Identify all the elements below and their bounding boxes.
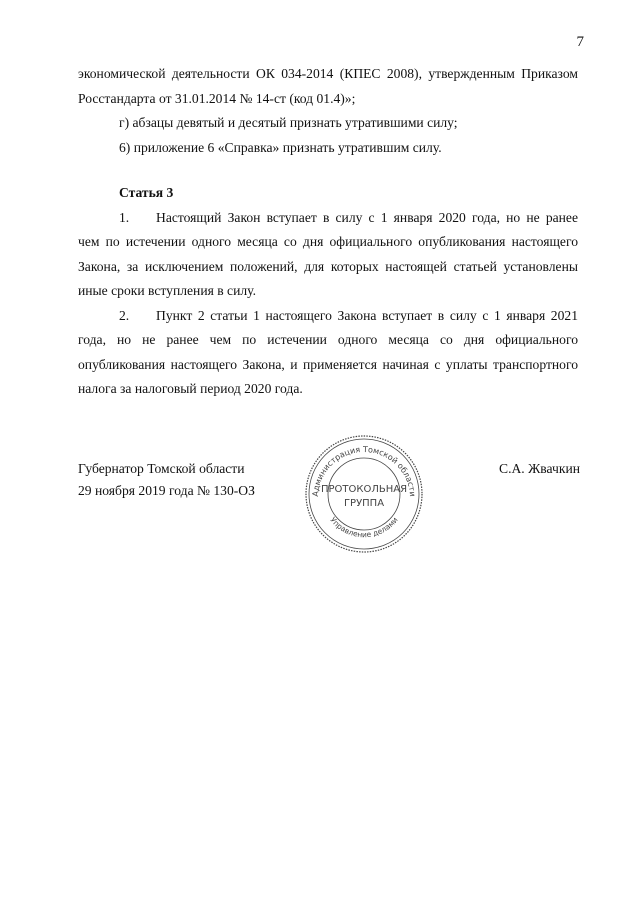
seal-center-line-2: ГРУППА	[343, 498, 385, 509]
governor-title: Губернатор Томской области	[78, 461, 245, 476]
seal-center-line-1: ПРОТОКОЛЬНАЯ	[320, 484, 408, 495]
intro-item-g: г) абзацы девятый и десятый признать утратившими силу;	[119, 115, 458, 130]
paragraph-1-line-1	[78, 206, 578, 231]
signature-right	[499, 458, 580, 480]
signature-left	[78, 458, 255, 502]
article-heading: Статья 3	[119, 185, 174, 200]
page-number: 7	[576, 34, 584, 50]
paragraph-1-line-3: Закона, за исключением положений, для которых настоящей статьей установлены	[78, 258, 578, 274]
intro-block	[78, 62, 578, 160]
law-date-number: 29 ноября 2019 года № 130-ОЗ	[78, 483, 255, 498]
intro-line-1: экономической деятельности ОК 034-2014 (КПЕС 2008), утвержденным Приказом	[78, 66, 578, 81]
paragraph-2-line-3: опубликования настоящего Закона, и применяется начиная с уплаты транспортного	[78, 356, 578, 372]
paragraph-2-line-4: налога за налоговый период 2020 года.	[78, 381, 303, 396]
paragraph-2-line-1	[78, 304, 578, 329]
paragraph-2-line-2: года, но не ранее чем по истечении одного месяца со дня официального	[78, 332, 578, 347]
paragraph-2-number: 2.	[119, 307, 130, 323]
paragraph-2-line-1-text: Пункт 2 статьи 1 настоящего Закона вступает в силу с 1 января 2021	[156, 307, 578, 323]
seal-graphic	[302, 432, 426, 556]
governor-name: С.А. Жвачкин	[499, 461, 580, 476]
paragraph-1-line-1-text: Настоящий Закон вступает в силу с 1 января 2020 года, но не ранее	[156, 209, 578, 225]
intro-item-6: 6) приложение 6 «Справка» признать утратившим силу.	[119, 139, 442, 155]
paragraph-1-line-2: чем по истечении одного месяца со дня официального опубликования настоящего	[78, 234, 578, 249]
paragraph-1-number: 1.	[119, 209, 130, 225]
seal-bottom-text: Управление делами	[328, 515, 400, 540]
paragraph-1-line-4: иные сроки вступления в силу.	[78, 283, 256, 298]
official-seal	[302, 432, 426, 556]
intro-line-2: Росстандарта от 31.01.2014 № 14-ст (код 01.4)»;	[78, 90, 356, 106]
article-block	[78, 181, 578, 402]
seal-top-text: Администрация Томской области	[310, 444, 418, 497]
